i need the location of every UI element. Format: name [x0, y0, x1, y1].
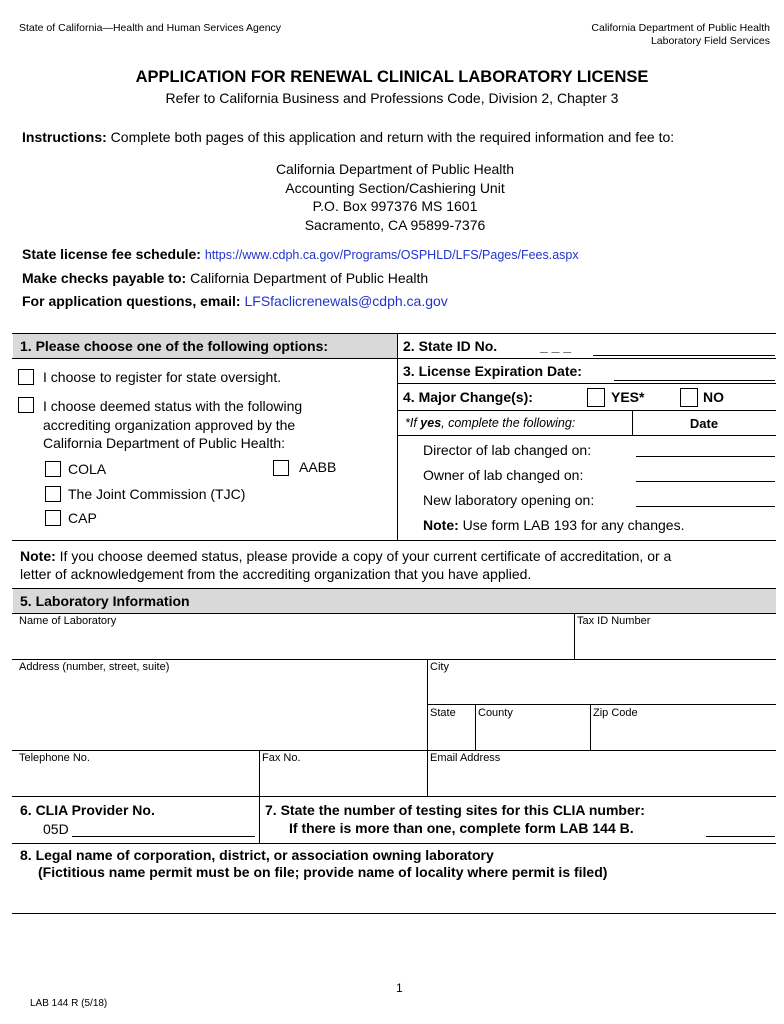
tjc-checkbox[interactable]	[45, 486, 61, 502]
if-yes-instruction	[405, 416, 575, 430]
questions-label: For application questions, email:	[22, 293, 241, 309]
clia-provider-field[interactable]	[72, 836, 255, 837]
address-line-4: Sacramento, CA 95899-7376	[304, 216, 486, 233]
form-number: LAB 144 R (5/18)	[30, 998, 108, 1009]
lab193-note-text: Use form LAB 193 for any changes.	[458, 517, 685, 533]
tjc-label: The Joint Commission (TJC)	[68, 486, 246, 502]
cola-checkbox[interactable]	[45, 461, 61, 477]
legal-name-line-2: (Fictitious name permit must be on file; provide name of locality where permit is filed)	[38, 864, 608, 880]
if-prefix: *If	[405, 416, 421, 430]
lab-name-label: Name of Laboratory	[19, 615, 117, 627]
cap-checkbox[interactable]	[45, 510, 61, 526]
major-change-yes-checkbox[interactable]	[587, 388, 605, 407]
email-address-label: Email Address	[430, 752, 501, 764]
fax-label: Fax No.	[262, 752, 301, 764]
major-change-no-checkbox[interactable]	[680, 388, 698, 407]
major-changes-label: 4. Major Change(s):	[403, 389, 533, 405]
instructions-text: Complete both pages of this application and return with the required information and fee to:	[106, 129, 675, 145]
fee-label: State license fee schedule:	[22, 246, 201, 262]
deemed-note-text-1: If you choose deemed status, please provide a copy of your current certificate of accreditation, or a	[55, 548, 672, 564]
state-id-label: 2. State ID No.	[403, 338, 498, 354]
if-suffix: , complete the following:	[441, 416, 576, 430]
page-number: 1	[396, 981, 403, 995]
address-line-3: P.O. Box 997376 MS 1601	[312, 198, 478, 214]
new-lab-date[interactable]	[636, 506, 775, 507]
deemed-line-3: California Department of Public Health:	[43, 435, 286, 451]
fee-link[interactable]: https://www.cdph.ca.gov/Programs/OSPHLD/LFS/Pages/Fees.aspx	[204, 248, 579, 262]
state-label: State	[430, 707, 456, 719]
legal-name-field[interactable]	[12, 913, 776, 914]
clia-provider-label: 6. CLIA Provider No.	[20, 802, 155, 818]
aabb-checkbox[interactable]	[273, 460, 289, 476]
date-column-header: Date	[689, 416, 719, 431]
checks-label: Make checks payable to:	[22, 270, 187, 286]
agency-right-2: Laboratory Field Services	[650, 35, 770, 47]
state-oversight-checkbox[interactable]	[18, 369, 34, 385]
mailing-address	[0, 160, 784, 234]
address-line-1: California Department of Public Health	[275, 161, 515, 177]
testing-sites-line-2: If there is more than one, complete form LAB 144 B.	[289, 820, 634, 836]
tax-id-label: Tax ID Number	[577, 615, 651, 627]
deemed-status-checkbox[interactable]	[18, 397, 34, 413]
checks-text: California Department of Public Health	[186, 270, 429, 286]
instructions	[22, 129, 674, 145]
testing-sites-field[interactable]	[706, 836, 775, 837]
fee-schedule	[22, 246, 579, 262]
deemed-line-1: I choose deemed status with the following	[43, 398, 303, 414]
agency-right-1: California Department of Public Health	[591, 22, 770, 34]
checks-payable	[22, 270, 428, 286]
deemed-note-label: Note:	[20, 548, 56, 564]
cap-label: CAP	[68, 510, 97, 526]
address-label: Address (number, street, suite)	[19, 661, 170, 673]
page-subtitle: Refer to California Business and Professions Code, Division 2, Chapter 3	[165, 90, 619, 106]
page-title: APPLICATION FOR RENEWAL CLINICAL LABORATORY LICENSE	[135, 68, 649, 86]
deemed-line-2: accrediting organization approved by the	[43, 416, 296, 433]
section1-header: 1. Please choose one of the following options:	[20, 338, 329, 354]
agency-left: State of California—Health and Human Services Agency	[19, 22, 282, 34]
owner-changed-date[interactable]	[636, 481, 775, 482]
aabb-label: AABB	[299, 459, 337, 475]
lab193-note-label: Note:	[423, 517, 459, 533]
if-yes: yes	[420, 416, 442, 430]
questions-email	[22, 293, 448, 309]
cola-label: COLA	[68, 461, 107, 477]
owner-changed-label: Owner of lab changed on:	[423, 467, 584, 483]
testing-sites-line-1: 7. State the number of testing sites for this CLIA number:	[265, 802, 645, 818]
questions-email-link[interactable]: LFSfaclicrenewals@cdph.ca.gov	[244, 293, 448, 309]
deemed-status-note	[20, 547, 671, 583]
state-id-field[interactable]	[593, 355, 775, 356]
address-line-2: Accounting Section/Cashiering Unit	[285, 179, 505, 196]
telephone-label: Telephone No.	[19, 752, 90, 764]
director-changed-date[interactable]	[636, 456, 775, 457]
director-changed-label: Director of lab changed on:	[423, 442, 592, 458]
yes-label: YES*	[611, 389, 645, 405]
deemed-note-text-2: letter of acknowledgement from the accrediting organization that you have applied.	[20, 566, 532, 582]
no-label: NO	[703, 389, 724, 405]
city-label: City	[430, 661, 449, 673]
clia-prefix: 05D	[43, 821, 69, 837]
new-lab-label: New laboratory opening on:	[423, 492, 595, 508]
state-id-prefix: _ _ _	[540, 338, 572, 354]
license-expiration-field[interactable]	[614, 380, 775, 381]
license-expiration-label: 3. License Expiration Date:	[403, 363, 582, 379]
county-label: County	[478, 707, 513, 719]
instructions-label: Instructions:	[22, 129, 107, 145]
legal-name-line-1: 8. Legal name of corporation, district, or association owning laboratory	[20, 847, 494, 863]
deemed-status-label	[43, 397, 302, 453]
zip-label: Zip Code	[593, 707, 638, 719]
lab193-note	[423, 517, 684, 533]
state-oversight-label: I choose to register for state oversight.	[43, 369, 282, 385]
section5-header: 5. Laboratory Information	[20, 593, 190, 609]
